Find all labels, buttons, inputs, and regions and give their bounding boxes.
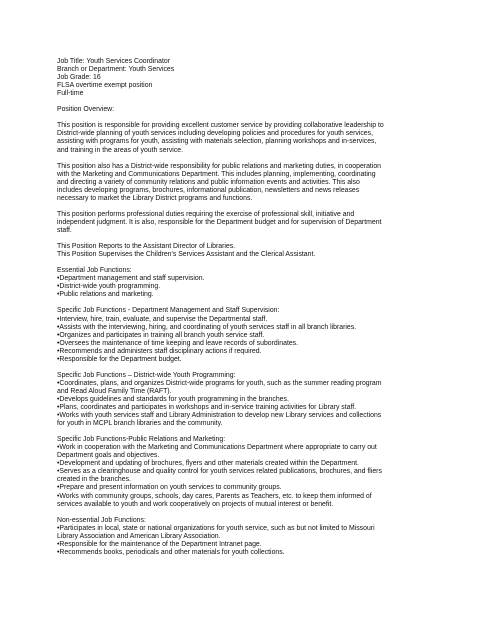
- overview-paragraph-2: [57, 163, 437, 203]
- text-line: Position Overview:: [57, 106, 115, 114]
- section-heading: Specific Job Functions-Public Relations and Marketing:: [57, 436, 226, 444]
- bullet-item: •Plans, coordinates and participates in workshops and in-service training activities for Library staff.: [57, 404, 357, 412]
- text-line: services available to youth and work cooperatively on projects of mutual interest or benefit.: [57, 500, 334, 508]
- bullet-item: •Interview, hire, train, evaluate, and supervise the Departmental staff.: [57, 315, 268, 323]
- flsa-line: FLSA overtime exempt position: [57, 82, 153, 90]
- job-header: [57, 58, 437, 98]
- overview-paragraph-3: [57, 211, 437, 235]
- programming-functions-section: [57, 372, 437, 428]
- reporting-paragraph: [57, 243, 437, 259]
- bullet-item: •Development and updating of brochures, flyers and other materials created within the Department.: [57, 460, 359, 468]
- text-line: and directing a variety of community relations and public information events and activities. This also: [57, 178, 360, 186]
- bullet-item: •Works with youth services staff and Library Administration to develop new Library services and collections: [57, 412, 382, 420]
- essential-functions-section: [57, 267, 437, 299]
- text-line: assisting with programs for youth, assisting with materials selection, planning workshops and in-services,: [57, 138, 377, 146]
- bullet-item: •Develops guidelines and standards for youth programming in the branches.: [57, 395, 289, 403]
- section-heading: Essential Job Functions:: [57, 267, 132, 275]
- bullet-item: •Coordinates, plans, and organizes District-wide programs for youth, such as the summer reading program: [57, 379, 382, 387]
- bullet-item: •Serves as a clearinghouse and quality control for youth services related publications, brochures, and fliers: [57, 468, 382, 476]
- paragraph-gap: [57, 203, 437, 211]
- text-line: Library Association and American Library Association.: [57, 532, 221, 540]
- bullet-item: •Prepare and present information on youth services to community groups.: [57, 484, 282, 492]
- bullet-item: •Oversees the maintenance of time keeping and leave records of subordinates.: [57, 339, 299, 347]
- management-functions-section: [57, 307, 437, 363]
- marketing-functions-section: [57, 436, 437, 508]
- bullet-item: •Recommends books, periodicals and other materials for youth collections.: [57, 548, 285, 556]
- paragraph-gap: [57, 428, 437, 436]
- text-line: for youth in MCPL branch libraries and the community.: [57, 420, 223, 428]
- bullet-item: •Organizes and participates in training all branch youth service staff.: [57, 331, 265, 339]
- text-line: This Position Supervises the Children's Services Assistant and the Clerical Assistant.: [57, 251, 316, 259]
- paragraph-gap: [57, 98, 437, 106]
- text-line: created in the branches.: [57, 476, 131, 484]
- bullet-item: •District-wide youth programming.: [57, 283, 161, 291]
- text-line: District-wide planning of youth services including developing policies and procedures for youth services,: [57, 130, 373, 138]
- job-description-document: [57, 58, 437, 557]
- bullet-item: •Participates in local, state or national organizations for youth service, such as but not limited to Missouri: [57, 524, 375, 532]
- bullet-item: •Department management and staff supervision.: [57, 275, 205, 283]
- overview-paragraph-1: [57, 122, 437, 154]
- section-heading: Specific Job Functions – District-wide Youth Programming:: [57, 371, 236, 379]
- text-line: Department goals and objectives.: [57, 452, 160, 460]
- employment-type-line: Full-time: [57, 90, 84, 98]
- text-line: includes developing programs, brochures, informational publication, newsletters and news releases: [57, 186, 360, 194]
- paragraph-gap: [57, 114, 437, 122]
- text-line: necessary to market the Library District programs and functions.: [57, 194, 253, 202]
- bullet-item: •Responsible for the Department budget.: [57, 355, 182, 363]
- text-line: with the Marketing and Communications Department. This includes planning, implementing, coordinating: [57, 170, 376, 178]
- text-line: This position also has a District-wide responsibility for public relations and marketing duties, in cooperation: [57, 162, 382, 170]
- text-line: This position is responsible for providing excellent customer service by providing collaborative leadership to: [57, 122, 384, 130]
- text-line: and Read Aloud Family Time (RAFT).: [57, 387, 172, 395]
- paragraph-gap: [57, 299, 437, 307]
- paragraph-gap: [57, 509, 437, 517]
- section-heading: Non-essential Job Functions:: [57, 516, 146, 524]
- job-grade-line: Job Grade: 16: [57, 74, 101, 82]
- bullet-item: •Works with community groups, schools, day cares, Parents as Teachers, etc. to keep them informed of: [57, 492, 372, 500]
- bullet-item: •Assists with the interviewing, hiring, and coordinating of youth services staff in all branch libraries.: [57, 323, 357, 331]
- position-overview-heading: [57, 106, 437, 114]
- text-line: staff.: [57, 226, 72, 234]
- paragraph-gap: [57, 155, 437, 163]
- paragraph-gap: [57, 259, 437, 267]
- job-title-line: Job Title: Youth Services Coordinator: [57, 58, 170, 65]
- text-line: independent judgment. It is also, responsible for the Department budget and for supervision of Department: [57, 218, 382, 226]
- nonessential-functions-section: [57, 517, 437, 557]
- department-line: Branch or Department: Youth Services: [57, 66, 175, 74]
- paragraph-gap: [57, 364, 437, 372]
- bullet-item: •Responsible for the maintenance of the Department Intranet page.: [57, 540, 262, 548]
- bullet-item: •Recommends and administers staff disciplinary actions if required.: [57, 347, 262, 355]
- text-line: This position performs professional duties requiring the exercise of professional skill, initiative and: [57, 210, 355, 218]
- text-line: and training in the areas of youth service.: [57, 146, 184, 154]
- section-heading: Specific Job Functions - Department Management and Staff Supervision:: [57, 307, 280, 315]
- bullet-item: •Work in cooperation with the Marketing and Communications Department where appropriate to carry out: [57, 444, 377, 452]
- bullet-item: •Public relations and marketing.: [57, 291, 154, 299]
- text-line: This Position Reports to the Assistant Director of Libraries.: [57, 243, 236, 251]
- paragraph-gap: [57, 235, 437, 243]
